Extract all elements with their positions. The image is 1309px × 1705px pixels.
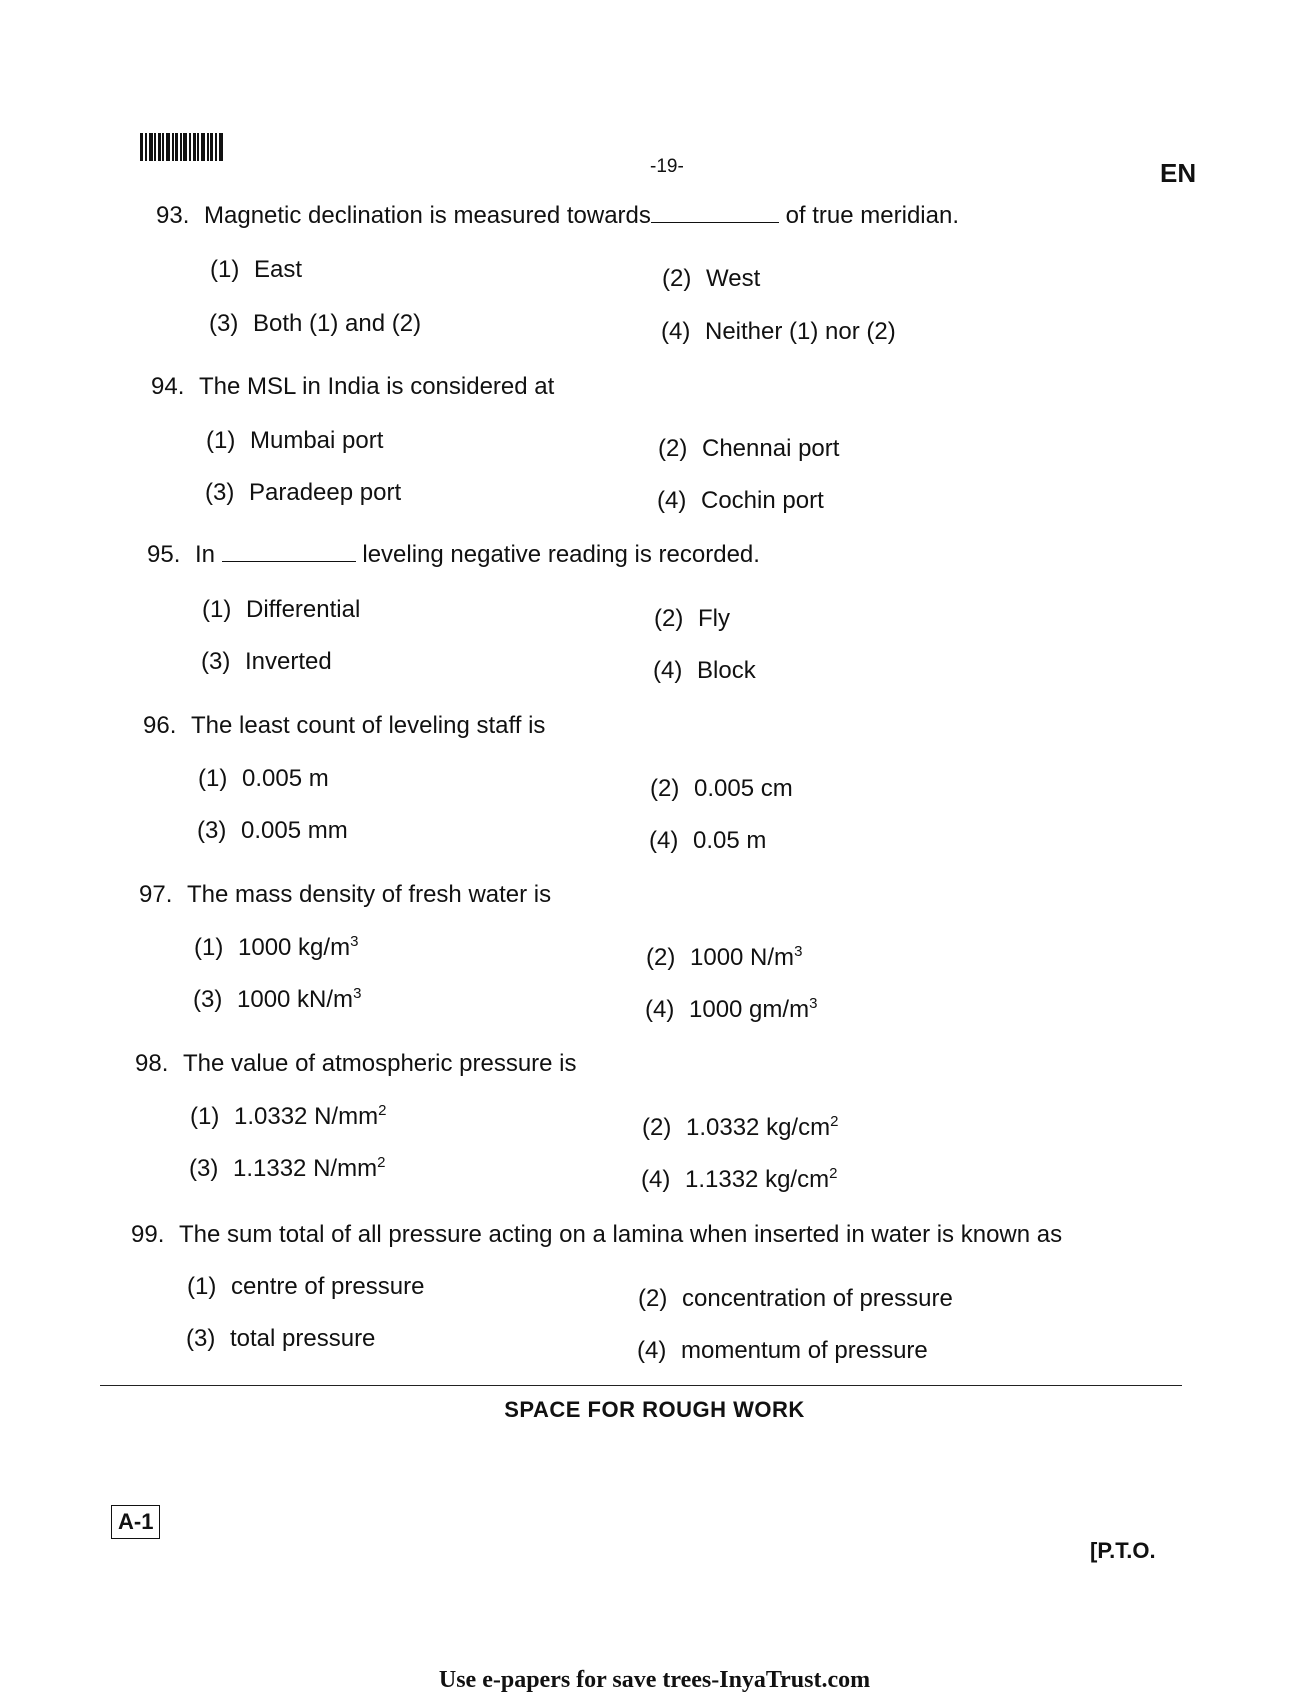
question-text: The least count of leveling staff is: [191, 712, 546, 739]
question-number: 96.: [143, 712, 177, 739]
option-96-1[interactable]: (1) 0.005 m: [198, 765, 329, 792]
answer-blank: [651, 202, 779, 223]
option-97-2[interactable]: (2) 1000 $N/m^3$: [646, 943, 803, 971]
option-95-4[interactable]: (4) Block: [653, 657, 756, 684]
question-96: [143, 712, 545, 740]
question-text: The sum total of all pressure acting on a lamina when inserted in water is known as: [179, 1221, 1063, 1248]
option-96-2[interactable]: (2) 0.005 cm: [650, 775, 793, 802]
option-94-4[interactable]: (4) Cochin port: [657, 487, 824, 514]
question-number: 94.: [151, 373, 185, 400]
question-number: 97.: [139, 881, 173, 908]
footer-note: Use e-papers for save trees-InyaTrust.com: [438, 1667, 871, 1693]
question-93: [156, 202, 959, 230]
option-99-2[interactable]: (2) concentration of pressure: [638, 1285, 953, 1312]
paper-code-box: A-1: [111, 1505, 160, 1539]
option-95-2[interactable]: (2) Fly: [654, 605, 730, 632]
option-98-4[interactable]: (4) 1.1332 $kg/cm^2$: [641, 1165, 838, 1193]
question-text-after: of true meridian.: [785, 202, 959, 229]
option-93-3[interactable]: (3) Both (1) and (2): [209, 310, 422, 337]
language-code: EN: [1160, 158, 1197, 188]
option-95-1[interactable]: (1) Differential: [202, 596, 361, 623]
option-96-3[interactable]: (3) 0.005 mm: [197, 817, 348, 844]
question-97: [139, 881, 551, 909]
option-97-4[interactable]: (4) 1000 $gm/m^3$: [645, 995, 818, 1023]
option-94-2[interactable]: (2) Chennai port: [658, 435, 840, 462]
option-99-3[interactable]: (3) total pressure: [186, 1325, 376, 1352]
option-97-1[interactable]: (1) 1000 $kg/m^3$: [194, 933, 359, 961]
question-number: 95.: [147, 541, 181, 568]
question-text: In: [195, 541, 216, 568]
rough-work-heading: SPACE FOR ROUGH WORK: [504, 1397, 805, 1422]
question-text: The mass density of fresh water is: [187, 881, 552, 908]
option-96-4[interactable]: (4) 0.05 m: [649, 827, 767, 854]
question-text: The MSL in India is considered at: [199, 373, 555, 400]
question-text-after: leveling negative reading is recorded.: [362, 541, 760, 568]
option-97-3[interactable]: (3) 1000 $kN/m^3$: [193, 985, 362, 1013]
option-98-2[interactable]: (2) 1.0332 $kg/cm^2$: [642, 1113, 839, 1141]
answer-blank: [222, 541, 356, 562]
question-text: The value of atmospheric pressure is: [183, 1050, 577, 1077]
option-94-3[interactable]: (3) Paradeep port: [205, 479, 402, 506]
option-93-2[interactable]: (2) West: [662, 265, 761, 292]
option-94-1[interactable]: (1) Mumbai port: [206, 427, 384, 454]
option-99-1[interactable]: (1) centre of pressure: [187, 1273, 425, 1300]
question-text: Magnetic declination is measured towards: [204, 202, 651, 229]
option-99-4[interactable]: (4) momentum of pressure: [637, 1337, 928, 1364]
divider: [100, 1385, 1182, 1386]
question-number: 99.: [131, 1221, 165, 1248]
barcode: [140, 133, 240, 161]
option-98-3[interactable]: (3) 1.1332 $N/mm^2$: [189, 1154, 386, 1182]
page-number: -19-: [650, 156, 684, 177]
option-98-1[interactable]: (1) 1.0332 $N/mm^2$: [190, 1102, 387, 1130]
option-95-3[interactable]: (3) Inverted: [201, 648, 332, 675]
option-93-4[interactable]: (4) Neither (1) nor (2): [661, 318, 896, 345]
question-95: [147, 541, 760, 569]
question-98: [135, 1050, 577, 1078]
question-number: 98.: [135, 1050, 169, 1077]
option-93-1[interactable]: (1) East: [210, 256, 303, 283]
question-94: [151, 373, 554, 401]
question-99: [131, 1221, 1062, 1249]
question-number: 93.: [156, 202, 190, 229]
pto-label: [P.T.O.: [1090, 1538, 1156, 1563]
